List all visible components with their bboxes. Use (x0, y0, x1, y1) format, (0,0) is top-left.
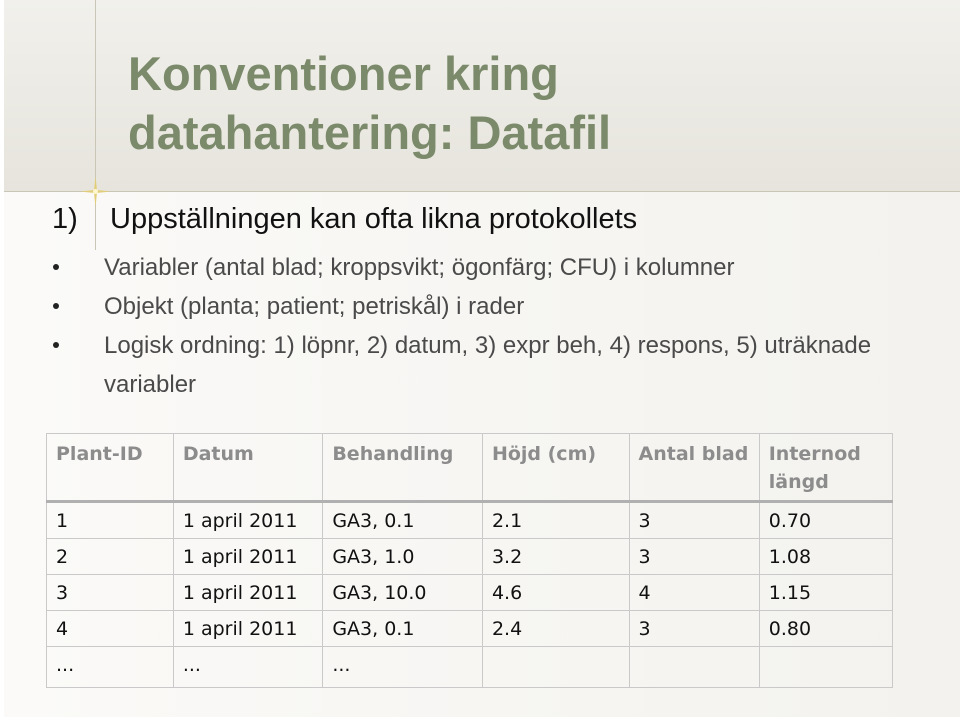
table-cell (629, 647, 759, 688)
lead-number: 1) (52, 203, 78, 235)
table-cell: 1 april 2011 (173, 575, 322, 611)
table-row (47, 647, 893, 688)
data-table (46, 433, 893, 688)
table-row (47, 502, 893, 539)
table-header-row (47, 434, 893, 502)
bullet-list (52, 248, 952, 404)
table-cell: 3 (629, 611, 759, 647)
title-line-1: Konventioner kring (128, 47, 559, 100)
bullet-text: Variabler (antal blad; kroppsvikt; ögonfärg; CFU) i kolumner (104, 254, 735, 281)
table-cell: 4 (629, 575, 759, 611)
bullet-item (52, 287, 952, 326)
table-cell: 0.80 (759, 611, 892, 647)
table-row (47, 611, 893, 647)
bullet-text: Logisk ordning: 1) löpnr, 2) datum, 3) expr beh, 4) respons, 5) uträknade variabler (104, 332, 872, 398)
table-cell: 3 (629, 502, 759, 539)
table-cell: 1.08 (759, 539, 892, 575)
header-internod-langd: Internod längd (759, 434, 892, 502)
header-antal-blad: Antal blad (629, 434, 759, 502)
table-cell: 4 (47, 611, 174, 647)
table-row (47, 539, 893, 575)
bullet-dot-icon (53, 303, 59, 309)
lead-point (52, 201, 932, 237)
header-datum: Datum (173, 434, 322, 502)
table-cell: ... (323, 647, 483, 688)
bullet-dot-icon (53, 342, 59, 348)
table-cell: 2.4 (482, 611, 629, 647)
bullet-item (52, 326, 952, 404)
table-cell (759, 647, 892, 688)
bullet-text: Objekt (planta; patient; petriskål) i rader (104, 293, 525, 320)
table-cell: GA3, 1.0 (323, 539, 483, 575)
bullet-dot-icon (53, 264, 59, 270)
table-cell: ... (47, 647, 174, 688)
table-cell: 0.70 (759, 502, 892, 539)
slide-title (128, 44, 948, 162)
decor-horizontal-line (4, 191, 960, 192)
header-plant-id: Plant-ID (47, 434, 174, 502)
title-line-2: datahantering: Datafil (128, 106, 612, 159)
table-cell: 2 (47, 539, 174, 575)
table-cell: 3.2 (482, 539, 629, 575)
table-cell: 3 (47, 575, 174, 611)
table-cell: 1.15 (759, 575, 892, 611)
table-cell: 1 april 2011 (173, 611, 322, 647)
table-cell: 2.1 (482, 502, 629, 539)
table-cell: GA3, 0.1 (323, 502, 483, 539)
table-cell: GA3, 10.0 (323, 575, 483, 611)
bullet-item (52, 248, 952, 287)
table-cell: ... (173, 647, 322, 688)
table-cell: 1 april 2011 (173, 539, 322, 575)
lead-text: Uppställningen kan ofta likna protokollets (110, 203, 638, 235)
table-cell: 3 (629, 539, 759, 575)
table-cell: GA3, 0.1 (323, 611, 483, 647)
table-row (47, 575, 893, 611)
header-behandling: Behandling (323, 434, 483, 502)
table-cell: 4.6 (482, 575, 629, 611)
table-cell (482, 647, 629, 688)
header-hojd: Höjd (cm) (482, 434, 629, 502)
table-cell: 1 april 2011 (173, 502, 322, 539)
table-cell: 1 (47, 502, 174, 539)
